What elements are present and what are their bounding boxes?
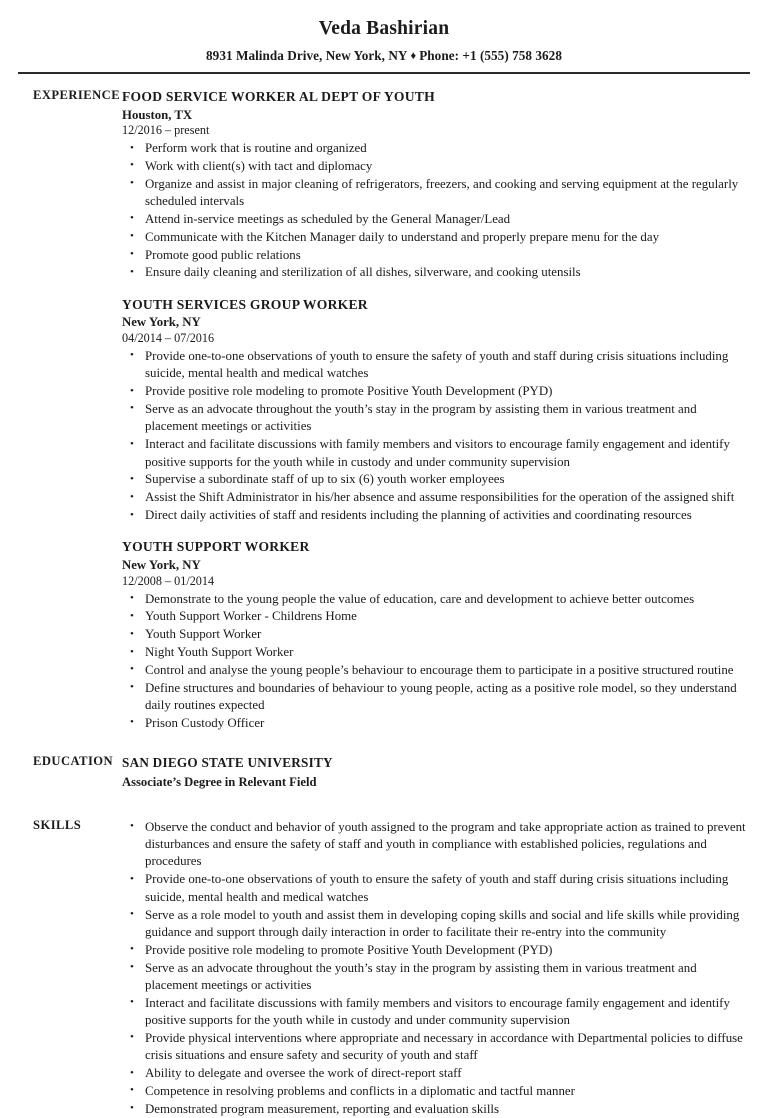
job-bullet: • Provide one-to-one observations of youth to ensure the safety of youth and staff during crisis situations including suicide, mental health and medical watches [122, 348, 750, 383]
job-bullet: • Organize and assist in major cleaning of refrigerators, freezers, and cooking and serving equipment at the regularly scheduled intervals [122, 176, 750, 211]
job-bullet: • Define structures and boundaries of behaviour to young people, acting as a positive role model, so they understand daily routines expected [122, 680, 750, 715]
job-bullet: • Prison Custody Officer [122, 715, 750, 732]
skills-entries [122, 818, 768, 1118]
job-bullet: • Promote good public relations [122, 247, 750, 264]
section-label-skills: SKILLS [33, 817, 82, 832]
job-bullet: • Ensure daily cleaning and sterilization of all dishes, silverware, and cooking utensils [122, 264, 750, 281]
job-bullet: • Youth Support Worker - Childrens Home [122, 608, 750, 625]
job-dates: 04/2014 – 07/2016 [122, 331, 215, 346]
diamond-separator-icon: ♦ [410, 50, 417, 63]
experience-entry [122, 88, 750, 282]
job-dates: 12/2016 – present [122, 123, 210, 138]
experience-entries [122, 88, 768, 732]
skill-bullet: • Ability to delegate and oversee the work of direct-report staff [122, 1065, 750, 1082]
job-bullet-list [122, 591, 750, 733]
candidate-name: Veda Bashirian [318, 18, 450, 39]
contact-phone: Phone: +1 (555) 758 3628 [419, 48, 562, 64]
job-bullet: • Interact and facilitate discussions with family members and visitors to encourage family engagement and identify positive supports for the youth while in custody and under community supervision [122, 436, 750, 471]
section-label-experience: EXPERIENCE [33, 87, 121, 102]
skill-bullet: • Competence in resolving problems and conflicts in a diplomatic and tactful manner [122, 1083, 750, 1100]
header-divider [18, 72, 750, 74]
skill-bullet: • Provide physical interventions where appropriate and necessary in accordance with Departmental policies to diffuse crisis situations and ensure safety and security of youth and staff [122, 1030, 750, 1065]
experience-section [0, 88, 768, 732]
skills-section [0, 818, 768, 1118]
job-bullet: • Control and analyse the young people’s behaviour to encourage them to participate in a positive structured routine [122, 662, 750, 679]
job-bullet: • Youth Support Worker [122, 626, 750, 643]
skill-bullet: • Demonstrated program measurement, reporting and evaluation skills [122, 1101, 750, 1118]
job-title: YOUTH SUPPORT WORKER [122, 539, 310, 555]
education-entry [122, 754, 750, 791]
job-bullet: • Serve as an advocate throughout the youth’s stay in the program by assisting them in various treatment and placement meetings or activities [122, 401, 750, 436]
job-bullet: • Communicate with the Kitchen Manager daily to understand and properly prepare menu for the day [122, 229, 750, 246]
resume-header [0, 0, 768, 74]
job-bullet: • Assist the Shift Administrator in his/her absence and assume responsibilities for the operation of the assigned shift [122, 489, 750, 506]
job-bullet: • Perform work that is routine and organized [122, 140, 750, 157]
contact-address: 8931 Malinda Drive, New York, NY [206, 48, 408, 64]
skill-bullet: • Provide one-to-one observations of youth to ensure the safety of youth and staff during crisis situations including suicide, mental health and medical watches [122, 871, 750, 906]
education-entries [122, 754, 768, 791]
job-bullet-list [122, 348, 750, 524]
job-bullet: • Demonstrate to the young people the value of education, care and development to achieve better outcomes [122, 591, 750, 608]
experience-entry [122, 538, 750, 732]
skill-bullet: • Interact and facilitate discussions with family members and visitors to encourage family engagement and identify positive supports for the youth while in custody and under community supervision [122, 995, 750, 1030]
job-title: YOUTH SERVICES GROUP WORKER [122, 296, 368, 312]
job-location: Houston, TX [122, 107, 193, 122]
job-dates: 12/2008 – 01/2014 [122, 573, 215, 588]
job-location: New York, NY [122, 558, 201, 573]
education-section [0, 754, 768, 791]
job-location: New York, NY [122, 315, 201, 330]
contact-line [0, 48, 768, 65]
experience-entry [122, 296, 750, 525]
skills-bullet-list [122, 819, 750, 1118]
job-bullet-list [122, 140, 750, 282]
job-bullet: • Attend in-service meetings as scheduled by the General Manager/Lead [122, 211, 750, 228]
skill-bullet: • Provide positive role modeling to promote Positive Youth Development (PYD) [122, 942, 750, 959]
job-bullet: • Supervise a subordinate staff of up to six (6) youth worker employees [122, 471, 750, 488]
skill-bullet: • Observe the conduct and behavior of youth assigned to the program and take appropriate action as trained to prevent disturbances and ensure the safety of staff and youth in compliance with established policies, regulations and procedures [122, 819, 750, 871]
job-bullet: • Provide positive role modeling to promote Positive Youth Development (PYD) [122, 383, 750, 400]
job-bullet: • Night Youth Support Worker [122, 644, 750, 661]
skill-bullet: • Serve as a role model to youth and assist them in developing coping skills and social and life skills while providing guidance and support through daily interaction in order to facilitate their re-entry into the community [122, 907, 750, 942]
skill-bullet: • Serve as an advocate throughout the youth’s stay in the program by assisting them in various treatment and placement meetings or activities [122, 960, 750, 995]
education-school: SAN DIEGO STATE UNIVERSITY [122, 755, 333, 771]
job-bullet: • Work with client(s) with tact and diplomacy [122, 158, 750, 175]
job-bullet: • Direct daily activities of staff and residents including the planning of activities and coordinating resources [122, 507, 750, 524]
section-label-education: EDUCATION [33, 754, 114, 769]
education-degree: Associate’s Degree in Relevant Field [122, 775, 317, 790]
job-title: FOOD SERVICE WORKER AL DEPT OF YOUTH [122, 88, 435, 104]
